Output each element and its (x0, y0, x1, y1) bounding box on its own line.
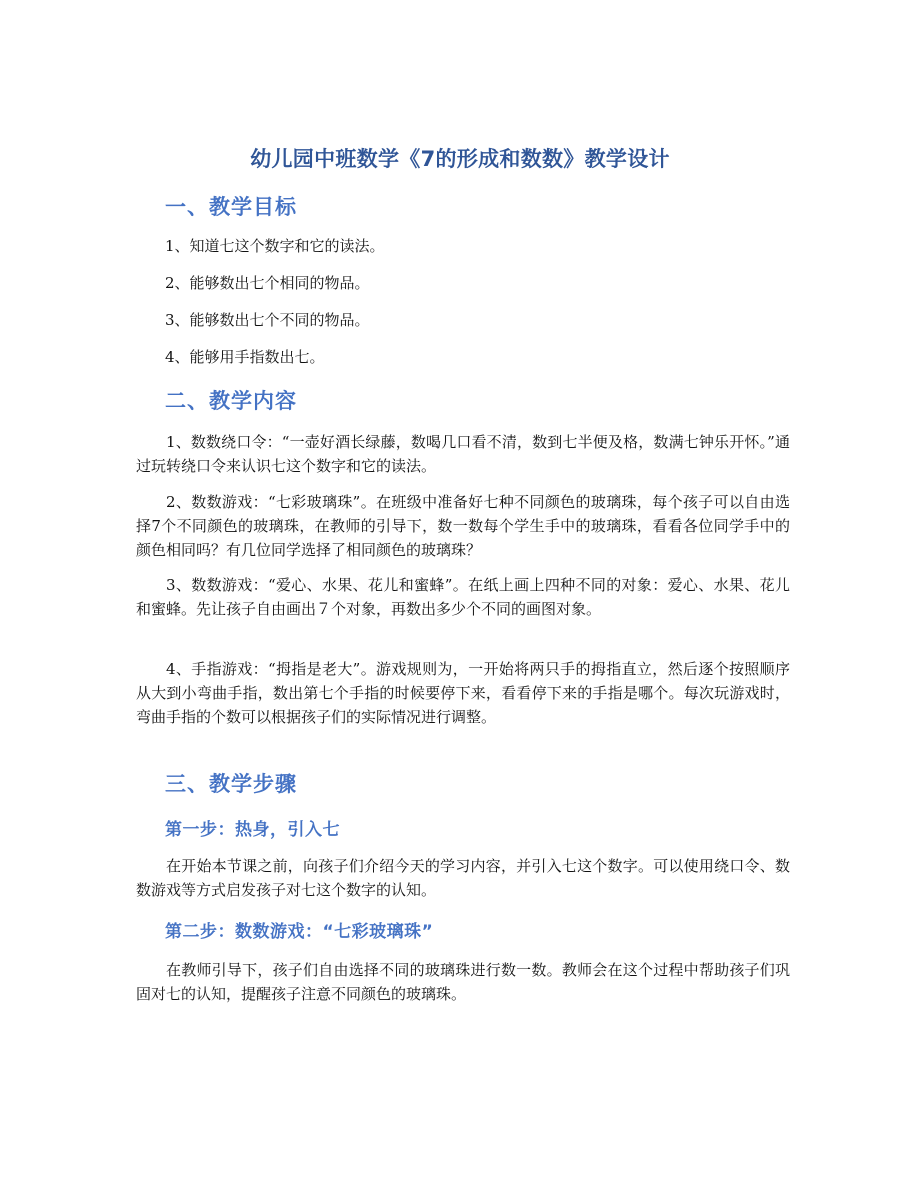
goal-item-1: 1、知道七这个数字和它的读法。 (165, 237, 385, 255)
section-heading-content: 二、教学内容 (165, 389, 297, 413)
content-paragraph-4: 4、手指游戏：“拇指是老大”。游戏规则为，一开始将两只手的拇指直立，然后逐个按照顺序从大到小弯曲手指，数出第七个手指的时候要停下来，看看停下来的手指是哪个。每次玩游戏时，弯曲手指的个数可以根据孩子们的实际情况进行调整。 (136, 660, 790, 726)
step1-heading: 第一步：热身，引入七 (165, 820, 340, 840)
document-title: 幼儿园中班数学《7的形成和数数》教学设计 (250, 147, 670, 171)
goal-item-2: 2、能够数出七个相同的物品。 (165, 274, 370, 292)
step2-paragraph: 在教师引导下，孩子们自由选择不同的玻璃珠进行数一数。教师会在这个过程中帮助孩子们巩固对七的认知，提醒孩子注意不同颜色的玻璃珠。 (136, 961, 790, 1003)
goal-item-4: 4、能够用手指数出七。 (165, 348, 325, 366)
section-heading-goals: 一、教学目标 (165, 195, 297, 219)
goal-item-3: 3、能够数出七个不同的物品。 (165, 311, 370, 329)
step2-heading: 第二步：数数游戏：“七彩玻璃珠” (165, 922, 434, 942)
content-paragraph-1: 1、数数绕口令：“一壶好酒长绿藤，数喝几口看不清，数到七半便及格，数满七钟乐开怀。”通过玩转绕口令来认识七这个数字和它的读法。 (136, 433, 790, 475)
step1-paragraph: 在开始本节课之前，向孩子们介绍今天的学习内容，并引入七这个数字。可以使用绕口令、数数游戏等方式启发孩子对七这个数字的认知。 (136, 857, 790, 899)
content-paragraph-3: 3、数数游戏：“爱心、水果、花儿和蜜蜂”。在纸上画上四种不同的对象：爱心、水果、花儿和蜜蜂。先让孩子自由画出７个对象，再数出多少个不同的画图对象。 (136, 576, 790, 618)
section-heading-steps: 三、教学步骤 (165, 772, 297, 796)
content-paragraph-2: 2、数数游戏：“七彩玻璃珠”。在班级中准备好七种不同颜色的玻璃珠，每个孩子可以自由选择7个不同颜色的玻璃珠，在教师的引导下，数一数每个学生手中的玻璃珠，看看各位同学手中的颜色相同吗？有几位同学选择了相同颜色的玻璃珠？ (136, 493, 790, 559)
